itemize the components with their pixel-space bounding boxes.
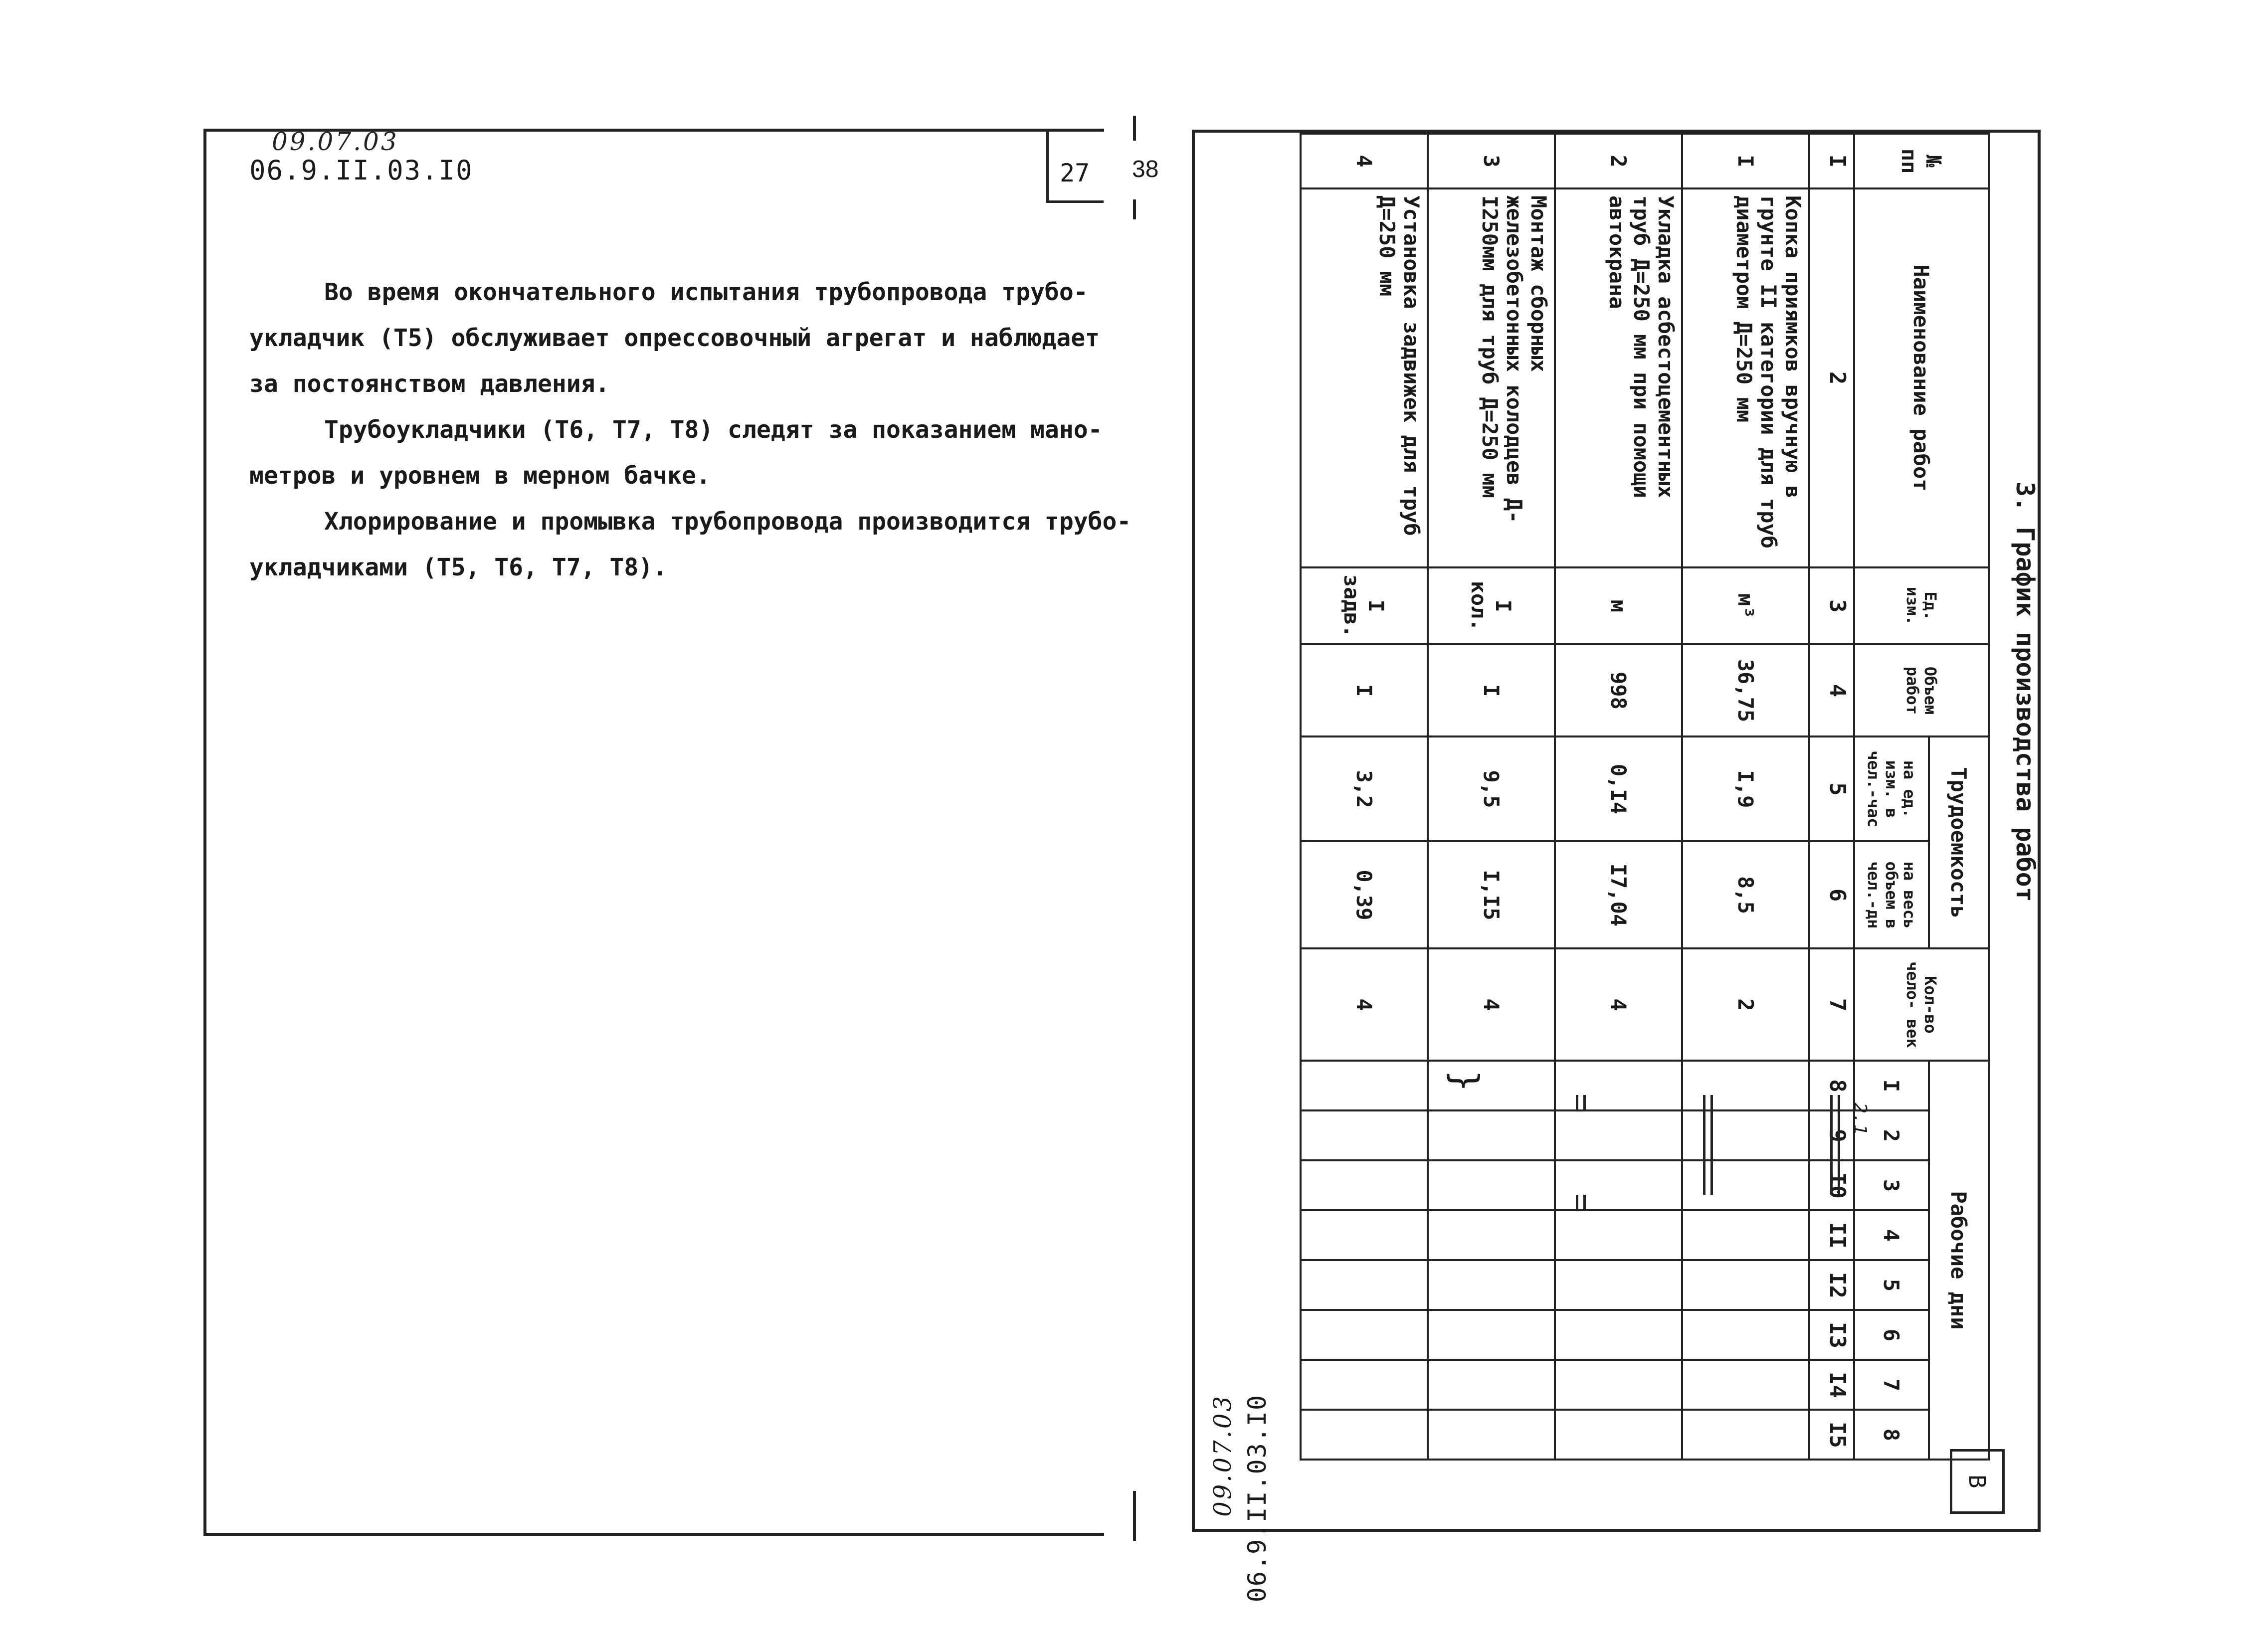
- text-line: за постоянством давления.: [249, 370, 610, 398]
- table-row: [1301, 134, 1428, 1460]
- row-total: I7,04: [1555, 841, 1682, 948]
- text-line: Хлорирование и промывка трубопровода производится трубо-: [324, 508, 1132, 536]
- col-number: 4: [1809, 644, 1854, 736]
- header-name: Наименование работ: [1854, 188, 1989, 567]
- row-volume: 998: [1555, 644, 1682, 736]
- work-schedule-table: [1300, 133, 1990, 1461]
- row-total: 8,5: [1682, 841, 1809, 948]
- col-number: I0: [1809, 1160, 1854, 1210]
- schedule-bar: [1576, 1195, 1586, 1210]
- text-line: метров и уровнем в мерном бачке.: [249, 462, 711, 490]
- row-workers: 4: [1555, 948, 1682, 1061]
- rotated-page: [1195, 133, 2040, 1603]
- col-number: 9: [1809, 1110, 1854, 1160]
- row-unit: I кол.: [1428, 567, 1555, 644]
- page-separator: [1133, 116, 1136, 141]
- row-workers: 4: [1428, 948, 1555, 1061]
- schedule-bar: [1830, 1095, 1840, 1195]
- text-line: укладчик (T5) обслуживает опрессовочный агрегат и наблюдает: [249, 324, 1100, 352]
- row-name: Копка приямков вручную в грунте II категории для труб диаметром Д=250 мм: [1682, 188, 1809, 567]
- col-number: 5: [1809, 736, 1854, 841]
- text-line: укладчиками (T5, T6, T7, T8).: [249, 553, 668, 581]
- col-number: I: [1809, 134, 1854, 188]
- sheet-number: 38: [1132, 156, 1159, 183]
- document-code: 06.9.II.03.I0: [249, 155, 473, 186]
- row-per-unit: 0,I4: [1555, 736, 1682, 841]
- col-number: I4: [1809, 1360, 1854, 1410]
- body-text: [249, 269, 1132, 590]
- col-number: I2: [1809, 1260, 1854, 1310]
- row-unit: м³: [1682, 567, 1809, 644]
- header-num: № пп: [1854, 134, 1989, 188]
- stamp-handwritten-code: 09.07.03: [1209, 1394, 1237, 1517]
- row-volume: I: [1301, 644, 1428, 736]
- col-number: 8: [1809, 1061, 1854, 1110]
- row-num: I: [1682, 134, 1809, 188]
- row-unit: I задв.: [1301, 567, 1428, 644]
- header-volume: Объем работ: [1854, 644, 1989, 736]
- row-volume: 36,75: [1682, 644, 1809, 736]
- col-number: 7: [1809, 948, 1854, 1061]
- day-number: I: [1854, 1061, 1929, 1110]
- row-num: 3: [1428, 134, 1555, 188]
- day-number: 5: [1854, 1260, 1929, 1310]
- col-number: I3: [1809, 1310, 1854, 1360]
- row-workers: 2: [1682, 948, 1809, 1061]
- col-number: II: [1809, 1210, 1854, 1260]
- day-number: 2: [1854, 1110, 1929, 1160]
- table-row: [1428, 134, 1555, 1460]
- brace-mark: }: [1444, 1070, 1486, 1092]
- page-separator: [1133, 1491, 1136, 1541]
- row-num: 2: [1555, 134, 1682, 188]
- page-separator: [1133, 199, 1136, 219]
- bar-note: 2.1: [1850, 1102, 1870, 1135]
- row-total: 0,39: [1301, 841, 1428, 948]
- table-row: [1555, 134, 1682, 1460]
- col-number: I5: [1809, 1410, 1854, 1460]
- row-per-unit: I,9: [1682, 736, 1809, 841]
- row-name: Монтаж сборных железобетонных колодцев Д-I250мм для труб Д=250 мм: [1428, 188, 1555, 567]
- header-labor: Трудоемкость: [1929, 736, 1989, 948]
- row-name: Укладка асбестоцементных труб Д=250 мм при помощи автокрана: [1555, 188, 1682, 567]
- table-row: [1682, 134, 1809, 1460]
- schedule-bar: [1576, 1095, 1586, 1110]
- row-per-unit: 3,2: [1301, 736, 1428, 841]
- day-number: 8: [1854, 1410, 1929, 1460]
- header-workers: Кол-во чело- век: [1854, 948, 1989, 1061]
- day-number: 3: [1854, 1160, 1929, 1210]
- col-number: 6: [1809, 841, 1854, 948]
- text-line: Во время окончательного испытания трубопровода трубо-: [324, 278, 1088, 306]
- text-line: Трубоукладчики (T6, T7, T8) следят за показанием мано-: [324, 416, 1103, 444]
- header-labor-total: на весь объем в чел.-дн: [1854, 841, 1929, 948]
- row-unit: м: [1555, 567, 1682, 644]
- header-labor-unit: на ед. изм. в чел.-час: [1854, 736, 1929, 841]
- header-unit: Ед. изм.: [1854, 567, 1989, 644]
- col-number: 2: [1809, 188, 1854, 567]
- page-number: 27: [1060, 159, 1090, 187]
- row-workers: 4: [1301, 948, 1428, 1061]
- row-num: 4: [1301, 134, 1428, 188]
- sheet-letter-box: В: [1950, 1449, 2005, 1514]
- day-number: 7: [1854, 1360, 1929, 1410]
- stamp-doc-code: 06.9.II.03.I0: [1243, 1394, 1272, 1603]
- row-volume: I: [1428, 644, 1555, 736]
- handwritten-code: 09.07.03: [272, 127, 399, 156]
- schedule-bar: [1703, 1095, 1713, 1195]
- col-number: 3: [1809, 567, 1854, 644]
- schedule-title: 3. График производства работ: [2011, 482, 2040, 902]
- header-days: Рабочие дни: [1929, 1061, 1989, 1460]
- day-number: 4: [1854, 1210, 1929, 1260]
- row-total: I,I5: [1428, 841, 1555, 948]
- day-number: 6: [1854, 1310, 1929, 1360]
- row-per-unit: 9,5: [1428, 736, 1555, 841]
- row-name: Установка задвижек для труб Д=250 мм: [1301, 188, 1428, 567]
